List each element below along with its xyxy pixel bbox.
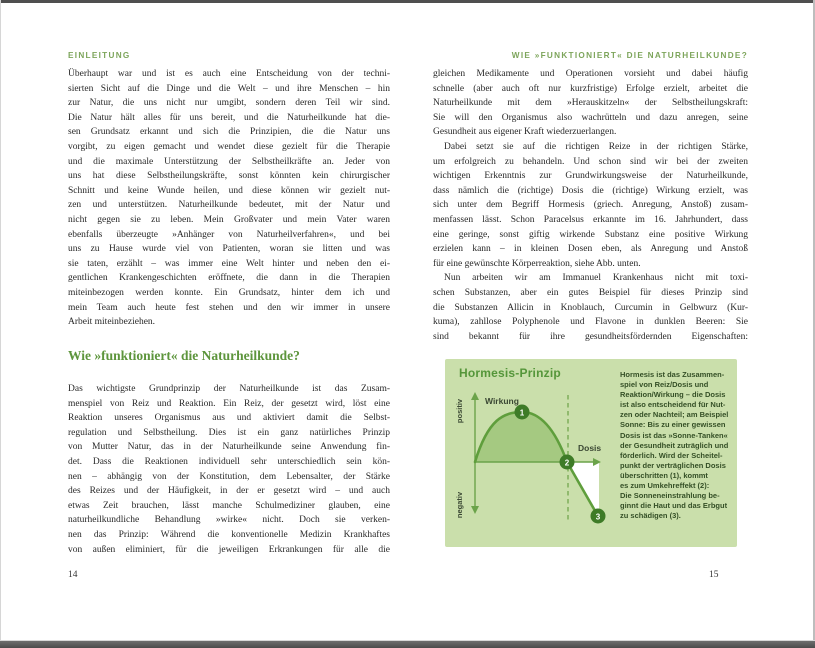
figure-title: Hormesis-Prinzip [459, 366, 561, 380]
page-edge-left [0, 0, 1, 648]
page-edge-top [0, 0, 815, 3]
page-number-left: 14 [68, 570, 78, 580]
y-axis-negative-label: negativ [455, 491, 464, 519]
left-paragraph-1: Überhaupt war und ist es auch eine Entscheidung von der techni- sierten Sicht auf die Dinge und die Welt – und ihre Menschen – hin zur Natur, die uns nicht nur umgibt, sondern deren Teil wir sind. Die Natur hält alles für uns bereit, und die Naturheilkunde hat die- sen Grundsatz erkannt und sich die Prinzipien, die die Natur uns vorgibt, zu eigen gemacht und wendet diese gezielt für die Therapie und die maximale Unterstützung der Selbstheilkräfte an. Jeder von uns hat diese Selbstheilungskräfte, sonst könnten kein chirurgischer Schnitt und keine Wunde heilen, und diese können wir gezielt nut- zen und unterstützen. Naturheilkunde bedeutet, mit der Natur und nicht gegen sie zu leben. Mein Großvater und mein Vater waren ebenfalls überzeugte »Anhänger von Naturheilverfahren«, und bei uns zu Hause wurde viel von Patienten, woran sie litten und was sie taten, erzählt – was immer eine Welt hinter und neben den ei- gentlichen Krankengeschichten eröffnete, die dann in die Therapien miteinbezogen werden konnte. Ein Grundsatz, hinter dem ich und mein Team auch heute fest stehen und den wir immer in unsere Arbeit miteinbeziehen. [68, 69, 390, 328]
page-number-right: 15 [709, 570, 719, 580]
y-axis-label: Wirkung [485, 396, 519, 406]
right-paragraph-1: gleichen Medikamente und Operationen vorsieht und dabei häufig schnelle (aber auch oft nur kurzfristige) Erfolge erzielt, arbeitet die Naturheilkunde mit dem »Herauskitzeln« der Selbstheilungskraft: Sie will den Organismus also wachrütteln und dazu anregen, seine Gesundheit aus eigener Kraft wiederzuerlangen. [433, 69, 748, 138]
right-text-column [433, 67, 748, 344]
running-head-left: EINLEITUNG [68, 51, 131, 60]
y-axis-positive-label: positiv [455, 398, 464, 424]
x-axis-label: Dosis [578, 443, 602, 453]
marker-label-3: 3 [595, 512, 601, 522]
right-paragraph-3: Nun arbeiten wir am Immanuel Krankenhaus nicht mit toxi- schen Substanzen, aber ein gutes Beispiel für dieses Prinzip sind die Substanzen Allicin in Knoblauch, Curcumin in Gelbwurz (Kur- kuma), zahllose Polyphenole und Flavone in dunklen Beeren: Sie sind bekannt für ihre gesundheitsfördernden Eigenschaften: [433, 273, 748, 342]
running-head-right: WIE »FUNKTIONIERT« DIE NATURHEILKUNDE? [511, 51, 748, 60]
y-axis-arrow-up [471, 392, 479, 400]
marker-label-1: 1 [519, 408, 525, 418]
page-edge-bottom [0, 641, 815, 648]
hormesis-figure-box [445, 359, 737, 547]
section-heading: Wie »funktioniert« die Naturheilkunde? [68, 348, 300, 363]
marker-label-2: 2 [564, 458, 570, 468]
figure-caption: Hormesis ist das Zusammen- spiel von Reiz/Dosis und Reaktion/Wirkung – die Dosis ist also entscheidend für Nut- zen oder Nachteil; am Beispiel Sonne: Bis zu einer gewissen Dosis ist das »Sonne-Tanken« der Gesundheit zuträglich und förderlich. Wird der Scheitel- punkt der verträglichen Dosis überschritten (1), kommt es zum Umkehreffekt (2): Die Sonneneinstrahlung be- ginnt die Haut und das Erbgut zu schädigen (3). [620, 370, 729, 521]
curve-positive-area [475, 412, 567, 462]
right-paragraph-2: Dabei setzt sie auf die richtigen Reize in der richtigen Stärke, um erfolgreich zu behandeln. Und schon sind wir bei der zweiten wichtigen Erkenntnis zur Grundwirkungsweise der Naturheilkunde, dass nämlich die (richtige) Dosis die (richtige) Wirkung erzielt, was sich unter dem Begriff Hormesis (griech. Anregung, Anstoß) zusam- menfassen lässt. Schon Paracelsus erkannte im 16. Jahrhundert, dass eine geringe, sonst giftig wirkende Substanz eine positive Wirkung erzielen kann – in kleinen Dosen eben, als Anregung und Anstoß für eine gewünschte Körperreaktion, siehe Abb. unten. [433, 141, 748, 269]
left-paragraph-2: Das wichtigste Grundprinzip der Naturheilkunde ist das Zusam- menspiel von Reiz und Reaktion. Ein Reiz, der gesetzt wird, löst eine Reaktion unseres Organismus aus und aktiviert damit die Selbst- regulation und Selbstheilung. Dies ist ein ganz natürliches Prinzip von Mutter Natur, das in der Naturheilkunde seine Anwendung fin- det. Dass die Reaktionen individuell sehr unterschiedlich sein kön- nen – abhängig von der Konstitution, dem Lebensalter, der Stärke des Reizes und der Häufigkeit, in der er gesetzt wird – und auch etwas Zeit brauchen, lässt manche Schulmediziner glauben, eine naturheilkundliche Behandlung »wirke« nicht. Doch sie verken- nen das Prinzip: Während die konventionelle Medizin Krankhaftes von außen eliminiert, für die jeweiligen Erkrankungen für alle die [68, 384, 390, 555]
y-axis-arrow-down [471, 506, 479, 514]
